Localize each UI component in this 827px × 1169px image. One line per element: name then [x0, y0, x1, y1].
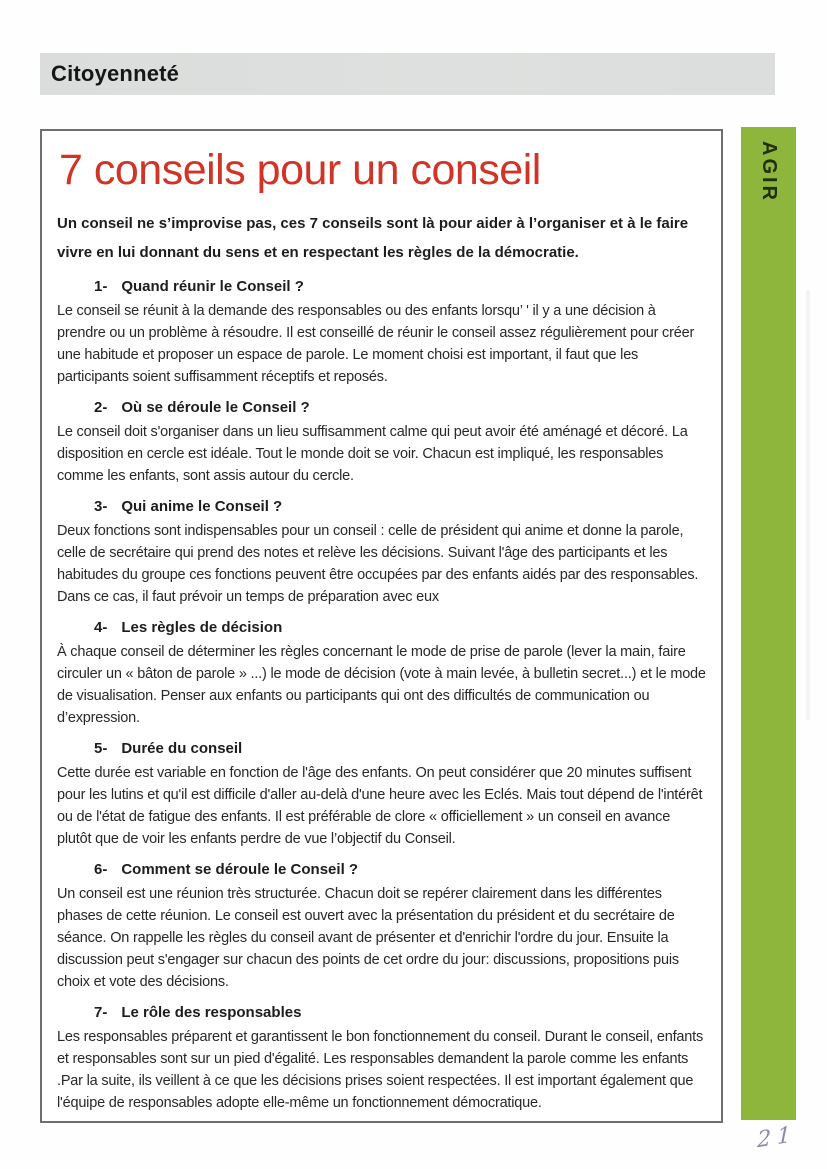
section-body: Le conseil se réunit à la demande des responsables ou des enfants lorsqu’ ' il y a une décision à prendre ou un problème à résoudre. Il est conseillé de réunir le conseil assez régulièrement pour créer une habitude et proposer un espace de parole. Le moment choisi est important, il faut que les participants soient suffisamment réceptifs et reposés. [57, 303, 695, 386]
side-tab-agir [741, 127, 796, 1120]
section-title: Où se déroule le Conseil ? [121, 399, 310, 417]
handwritten-page-number: 21 [757, 1121, 797, 1154]
article-section [57, 495, 708, 608]
article-section [57, 396, 708, 487]
article-title: 7 conseils pour un conseil [59, 146, 541, 194]
article-section [57, 1001, 708, 1114]
category-label: Citoyenneté [51, 61, 180, 86]
side-tab-label: AGIR [758, 141, 780, 203]
section-heading [57, 1001, 708, 1024]
section-body: Un conseil est une réunion très structurée. Chacun doit se repérer clairement dans les différentes phases de cette réunion. Le conseil est ouvert avec la présentation du président et du secrétaire de séance. On rappelle les règles du conseil avant de présenter et d'enrichir l'ordre du jour. Ensuite la discussion peut s'engager sur chacun des points de cet ordre du jour: discussions, propositions puis choix et vote des décisions. [57, 886, 679, 991]
sections-container [57, 275, 708, 1114]
article-section [57, 737, 708, 850]
article-section [57, 858, 708, 993]
section-heading [57, 495, 708, 518]
section-number: 7- [94, 1004, 108, 1022]
section-title: Comment se déroule le Conseil ? [121, 861, 359, 879]
section-body: Le conseil doit s'organiser dans un lieu suffisamment calme qui peut avoir été aménagé et décoré. La disposition en cercle est idéale. Tout le monde doit se voir. Chacun est impliqué, les responsables comme les enfants, sont assis autour du cercle. [57, 424, 688, 485]
section-heading [57, 396, 708, 419]
section-number: 1- [94, 278, 108, 296]
section-body: Cette durée est variable en fonction de l'âge des enfants. On peut considérer que 20 minutes suffisent pour les lutins et qu'il est difficile d'aller au-delà d'une heure avec les Eclés. Mais tout dépend de l'intérêt ou de l'état de fatigue des enfants. Il est préférable de clore « officiellement » un conseil en avance plutôt que de voir les enfants perdre de vue l’objectif du Conseil. [57, 765, 703, 848]
section-number: 2- [94, 399, 108, 417]
section-number: 3- [94, 498, 108, 516]
article-box [40, 129, 723, 1123]
category-bar [40, 53, 775, 95]
section-heading [57, 616, 708, 639]
section-title: Le rôle des responsables [121, 1004, 302, 1022]
section-number: 6- [94, 861, 108, 879]
section-title: Durée du conseil [121, 740, 243, 758]
section-heading [57, 275, 708, 298]
section-number: 4- [94, 619, 108, 637]
section-title: Qui anime le Conseil ? [121, 498, 283, 516]
section-body: Deux fonctions sont indispensables pour un conseil : celle de président qui anime et donne la parole, celle de secrétaire qui prend des notes et relève les décisions. Suivant l'âge des participants et les habitudes du groupe ces fonctions peuvent être occupées par des enfants aidés par des responsables. Dans ce cas, il faut prévoir un temps de préparation avec eux [57, 523, 699, 606]
article-section [57, 275, 708, 388]
article-section [57, 616, 708, 729]
section-title: Les règles de décision [121, 619, 283, 637]
section-heading [57, 737, 708, 760]
section-body: À chaque conseil de déterminer les règles concernant le mode de prise de parole (lever la main, faire circuler un « bâton de parole » ...) le mode de décision (vote à main levée, à bulletin secret...) et le mode de visualisation. Penser aux enfants ou participants qui ont des difficultés de communication ou d’expression. [57, 644, 706, 727]
section-body: Les responsables préparent et garantissent le bon fonctionnement du conseil. Durant le conseil, enfants et responsables sont sur un pied d'égalité. Les responsables demandent la parole comme les enfants .Par la suite, ils veillent à ce que les décisions prises soient respectées. Il est important également que l'équipe de responsables adopte elle-même un fonctionnement démocratique. [57, 1029, 704, 1112]
section-number: 5- [94, 740, 108, 758]
section-title: Quand réunir le Conseil ? [121, 278, 304, 296]
article-intro: Un conseil ne s’improvise pas, ces 7 conseils sont là pour aider à l’organiser et à le faire vivre en lui donnant du sens et en respectant les règles de la démocratie. [57, 215, 689, 262]
section-heading [57, 858, 708, 881]
scan-artifact-streak [806, 290, 810, 720]
